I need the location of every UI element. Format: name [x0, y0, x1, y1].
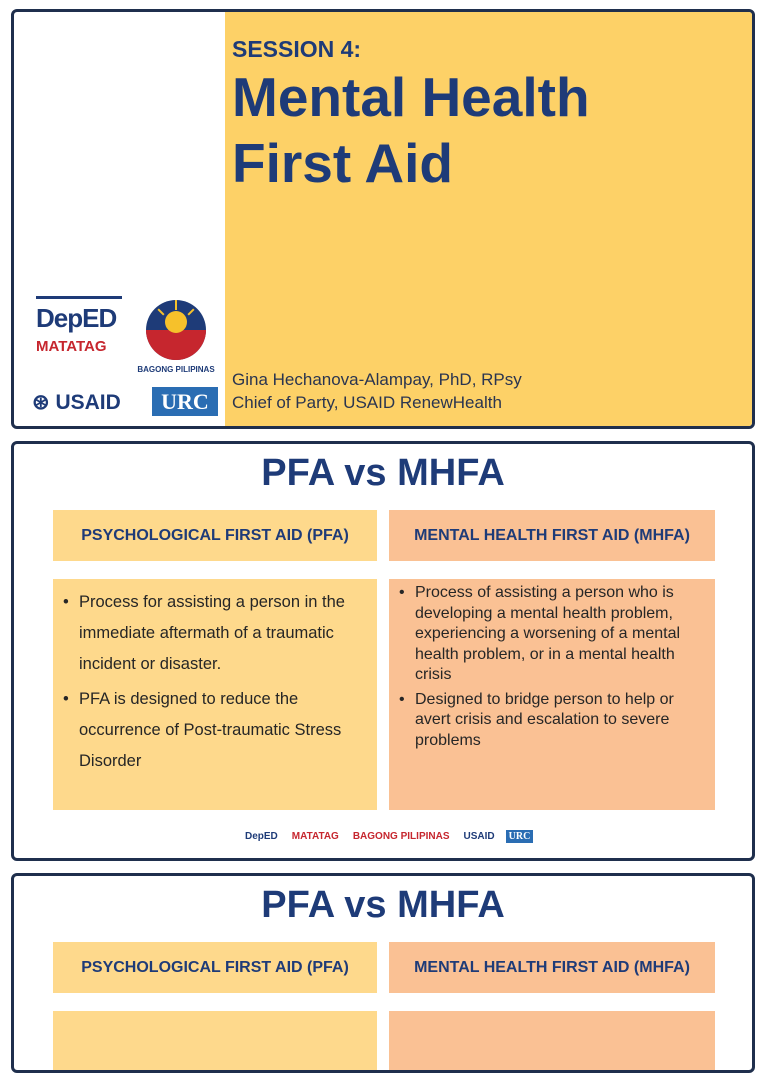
session-label: SESSION 4:: [232, 36, 362, 62]
pfa-header: PSYCHOLOGICAL FIRST AID (PFA): [53, 510, 377, 561]
title-line-1: Mental Health: [232, 66, 590, 128]
urc-logo: URC: [152, 387, 218, 416]
page-title: [232, 64, 732, 196]
deped-logo: DepED MATATAG: [36, 296, 122, 355]
mhfa-content: [389, 1011, 715, 1073]
mhfa-header: MENTAL HEALTH FIRST AID (MHFA): [389, 510, 715, 561]
comparison-slide: [11, 441, 755, 861]
pfa-header: PSYCHOLOGICAL FIRST AID (PFA): [53, 942, 377, 993]
pfa-content: [53, 1011, 377, 1073]
author-name: Gina Hechanova-Alampay, PhD, RPsy: [232, 370, 522, 389]
usaid-logo: ⊛ USAID: [32, 391, 121, 414]
footer-deped-logo: DepED: [245, 831, 278, 842]
pfa-point: • Process for assisting a person in the immediate aftermath of a traumatic incident or disaster.: [73, 587, 367, 680]
slide-title: PFA vs MHFA: [261, 452, 505, 494]
mhfa-header: MENTAL HEALTH FIRST AID (MHFA): [389, 942, 715, 993]
usaid-seal-icon: ⊛: [32, 391, 50, 414]
footer-logos: [242, 830, 533, 843]
footer-matatag-logo: MATATAG: [291, 831, 339, 842]
bagong-pilipinas-logo: [136, 294, 216, 376]
pfa-point: • PFA is designed to reduce the occurrence of Post-traumatic Stress Disorder: [73, 684, 367, 777]
footer-bagong-logo: BAGONG PILIPINAS: [352, 831, 450, 842]
footer-usaid-logo: USAID: [463, 831, 495, 842]
author-block: [232, 368, 522, 414]
svg-text:BAGONG PILIPINAS: BAGONG PILIPINAS: [137, 365, 215, 374]
comparison-slide-2: [11, 873, 755, 1073]
title-line-2: First Aid: [232, 132, 454, 194]
footer-urc-logo: URC: [506, 830, 534, 843]
pfa-content: [53, 579, 377, 810]
mhfa-content: [389, 579, 715, 810]
title-slide: [11, 9, 755, 429]
mhfa-point: • Process of assisting a person who is developing a mental health problem, experiencing a worsening of a mental health problem, or in a mental health crisis: [409, 583, 707, 686]
slide-title: PFA vs MHFA: [261, 884, 505, 926]
author-role: Chief of Party, USAID RenewHealth: [232, 393, 502, 412]
mhfa-point: • Designed to bridge person to help or avert crisis and escalation to severe problems: [409, 690, 707, 752]
